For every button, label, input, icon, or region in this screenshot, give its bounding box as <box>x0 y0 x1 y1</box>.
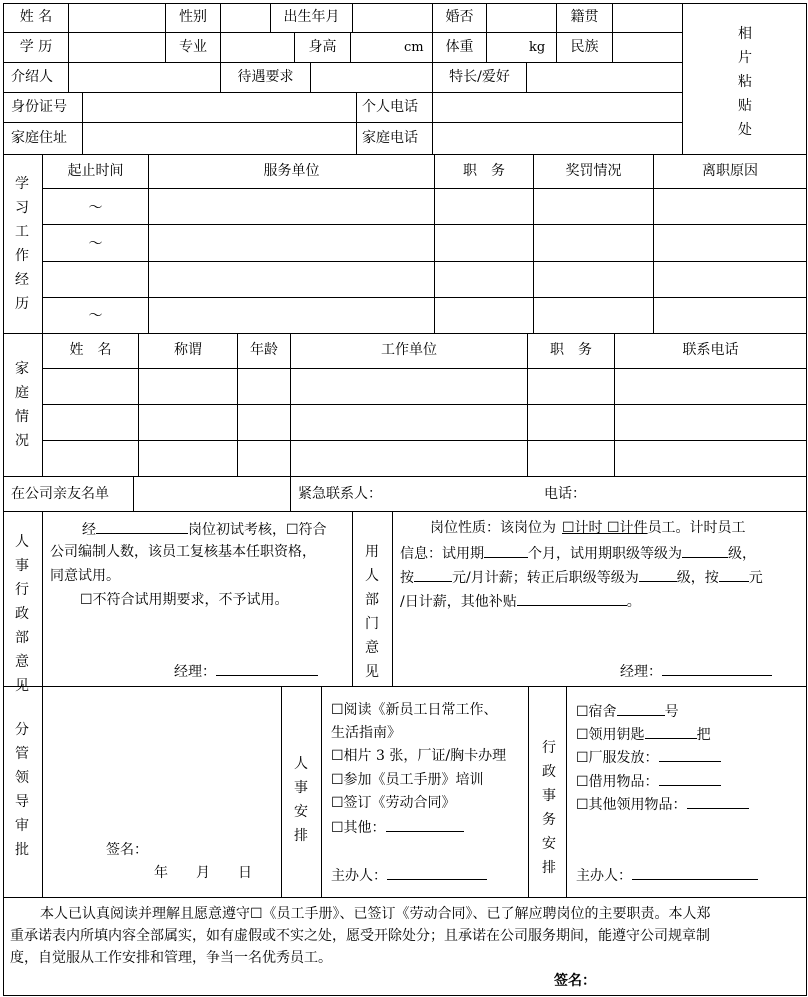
dept-opinion-section-label: 用人部门意见 <box>365 544 379 680</box>
hr-opinion-text: 岗位初试考核，☐符合 <box>188 522 327 538</box>
hr-opinion-text: 经 <box>82 522 96 538</box>
exam-by-blank[interactable] <box>96 520 188 534</box>
dept-manager-label: 经理： <box>620 664 662 680</box>
hr-opinion-section-label: 人事行政部意见 <box>15 534 29 694</box>
birth-label: 出生年月 <box>283 9 340 25</box>
uniform-blank[interactable] <box>659 748 721 762</box>
hr-opinion-line1 <box>82 520 327 538</box>
hr-host-blank[interactable] <box>387 866 487 880</box>
dept-opinion-line2 <box>400 544 756 562</box>
work-section-label: 学习工作经历 <box>15 176 29 312</box>
checkbox-sign-contract[interactable]: ☐签订《劳动合同》 <box>331 795 456 811</box>
relatives-label: 在公司亲友名单 <box>11 486 109 502</box>
checkbox-dorm-line <box>576 702 679 720</box>
checkbox-hr-other[interactable]: ☐其他： <box>331 820 386 836</box>
hr-opinion-reject: ☐不符合试用期要求，不予试用。 <box>80 592 289 608</box>
major-label: 专业 <box>179 39 207 55</box>
referrer-label: 介绍人 <box>11 69 53 85</box>
checkbox-keys-line <box>576 725 711 743</box>
allowance-blank[interactable] <box>517 592 627 606</box>
checkbox-keys[interactable]: ☐领用钥匙 <box>576 727 645 743</box>
hr-opinion-line2: 公司编制人数，该员工复核基本任职资格， <box>50 544 316 560</box>
dept-manager-blank[interactable] <box>662 662 772 676</box>
weight-label: 体重 <box>445 39 474 55</box>
daily-pay-blank[interactable] <box>719 568 749 582</box>
work-header-period: 起止时间 <box>67 163 124 179</box>
checkbox-dorm[interactable]: ☐宿舍 <box>576 704 617 720</box>
work-period-tilde: ～ <box>88 200 103 216</box>
read-guide-continued: 生活指南》 <box>331 725 401 741</box>
family-header-relation: 称谓 <box>174 342 202 358</box>
marital-label: 婚否 <box>445 9 474 25</box>
gender-label: 性别 <box>179 9 207 25</box>
personal-phone-label: 个人电话 <box>362 99 418 115</box>
checkbox-borrow-line <box>576 772 721 790</box>
checkbox-hr-other-line <box>331 818 464 836</box>
dept-opinion-text: 元 <box>748 570 763 586</box>
origin-label: 籍贯 <box>570 9 599 25</box>
work-period-tilde: ～ <box>88 236 103 252</box>
hr-manager-label: 经理： <box>174 664 216 680</box>
ethnicity-label: 民族 <box>570 39 599 55</box>
education-label: 学 历 <box>19 39 53 55</box>
dept-opinion-text: 个月，试用期职级等级为 <box>528 546 682 562</box>
hr-host-line <box>331 866 487 884</box>
work-header-position: 职 务 <box>463 163 505 179</box>
dept-opinion-text: 岗位性质：该岗位为 <box>430 520 556 536</box>
family-header-age: 年龄 <box>250 342 278 358</box>
admin-arrangement-section-label: 行政事务安排 <box>542 740 556 876</box>
probation-grade-blank[interactable] <box>682 544 728 558</box>
probation-months-blank[interactable] <box>484 544 528 558</box>
family-header-position: 职 务 <box>550 342 592 358</box>
address-label: 家庭住址 <box>11 130 67 146</box>
work-period-tilde: ～ <box>88 308 103 324</box>
keys-unit: 把 <box>696 727 711 743</box>
checkbox-photo-badge[interactable]: ☐相片 3 张，厂证/胸卡办理 <box>331 748 507 764</box>
family-header-phone: 联系电话 <box>682 342 739 358</box>
hr-other-blank[interactable] <box>386 818 464 832</box>
hr-manager-line <box>174 662 318 680</box>
dept-opinion-line3 <box>400 568 763 586</box>
checkbox-borrow[interactable]: ☐借用物品： <box>576 774 659 790</box>
other-items-blank[interactable] <box>687 795 749 809</box>
work-header-awards: 奖罚情况 <box>565 163 622 179</box>
leader-sign-label: 签名： <box>106 842 148 858</box>
pledge-line2: 重承诺表内所填内容全部属实，如有虚假或不实之处，愿受开除处分；且承诺在公司服务期间，能遵守公司规章制 <box>10 928 710 944</box>
id-number-label: 身份证号 <box>11 99 67 115</box>
dorm-unit: 号 <box>664 704 679 720</box>
monthly-pay-blank[interactable] <box>414 568 452 582</box>
work-header-leave-reason: 离职原因 <box>702 163 758 179</box>
hobby-label: 特长/爱好 <box>449 69 510 85</box>
dept-opinion-text: 按 <box>400 570 414 586</box>
weight-unit: kg <box>529 40 546 55</box>
admin-host-line <box>576 866 758 884</box>
borrow-blank[interactable] <box>659 772 721 786</box>
wage-type-options[interactable]: ☐计时 ☐计件 <box>562 520 648 536</box>
work-header-employer: 服务单位 <box>263 163 320 179</box>
checkbox-handbook-training[interactable]: ☐参加《员工手册》培训 <box>331 772 484 788</box>
dept-opinion-text: 级， <box>728 546 756 562</box>
checkbox-uniform-line <box>576 748 721 766</box>
dept-manager-line <box>620 662 772 680</box>
dept-opinion-text: 员工。计时员工 <box>647 520 746 536</box>
height-label: 身高 <box>308 39 337 55</box>
home-phone-label: 家庭电话 <box>362 130 418 146</box>
pledge-line3: 度，自觉服从工作安排和管理，争当一名优秀员工。 <box>10 950 332 966</box>
dept-opinion-text: /日计薪，其他补贴 <box>400 594 517 610</box>
dept-opinion-text: 。 <box>626 594 641 610</box>
dept-opinion-line4 <box>400 592 641 610</box>
dept-opinion-text: 元/月计薪；转正后职级等级为 <box>452 570 639 586</box>
family-header-employer: 工作单位 <box>381 342 437 358</box>
keys-count-blank[interactable] <box>645 725 697 739</box>
family-section-label: 家庭情况 <box>15 361 29 449</box>
name-label: 姓 名 <box>19 9 53 25</box>
regular-grade-blank[interactable] <box>639 568 677 582</box>
dept-opinion-text: 信息：试用期 <box>400 546 484 562</box>
pledge-sign-label: 签名： <box>554 973 596 989</box>
salary-label: 待遇要求 <box>237 69 294 85</box>
family-header-name: 姓 名 <box>69 342 112 358</box>
emergency-contact-label: 紧急联系人： <box>298 486 382 502</box>
admin-host-label: 主办人： <box>576 868 632 884</box>
hr-host-label: 主办人： <box>331 868 387 884</box>
emergency-phone-label: 电话： <box>544 486 586 502</box>
pledge-line1: 本人已认真阅读并理解且愿意遵守☐《员工手册》、已签订《劳动合同》、已了解应聘岗位的主要职责。本人郑 <box>40 906 711 922</box>
photo-placeholder: 相片粘贴处 <box>738 26 752 138</box>
checkbox-uniform[interactable]: ☐厂服发放： <box>576 750 659 766</box>
hr-manager-blank[interactable] <box>216 662 318 676</box>
dorm-number-blank[interactable] <box>617 702 665 716</box>
height-unit: cm <box>404 40 424 55</box>
dept-opinion-text: 级，按 <box>676 570 719 586</box>
checkbox-other-items-line <box>576 795 749 813</box>
checkbox-other-items[interactable]: ☐其他领用物品： <box>576 797 687 813</box>
hr-arrangement-section-label: 人事安排 <box>294 756 308 844</box>
dept-opinion-line1 <box>430 520 746 536</box>
leader-date-label: 年 月 日 <box>154 865 252 881</box>
checkbox-read-guide[interactable]: ☐阅读《新员工日常工作、 <box>331 702 498 718</box>
hr-opinion-line3: 同意试用。 <box>50 568 120 584</box>
admin-host-blank[interactable] <box>632 866 758 880</box>
leader-approval-section-label: 分管领导审批 <box>15 722 29 858</box>
